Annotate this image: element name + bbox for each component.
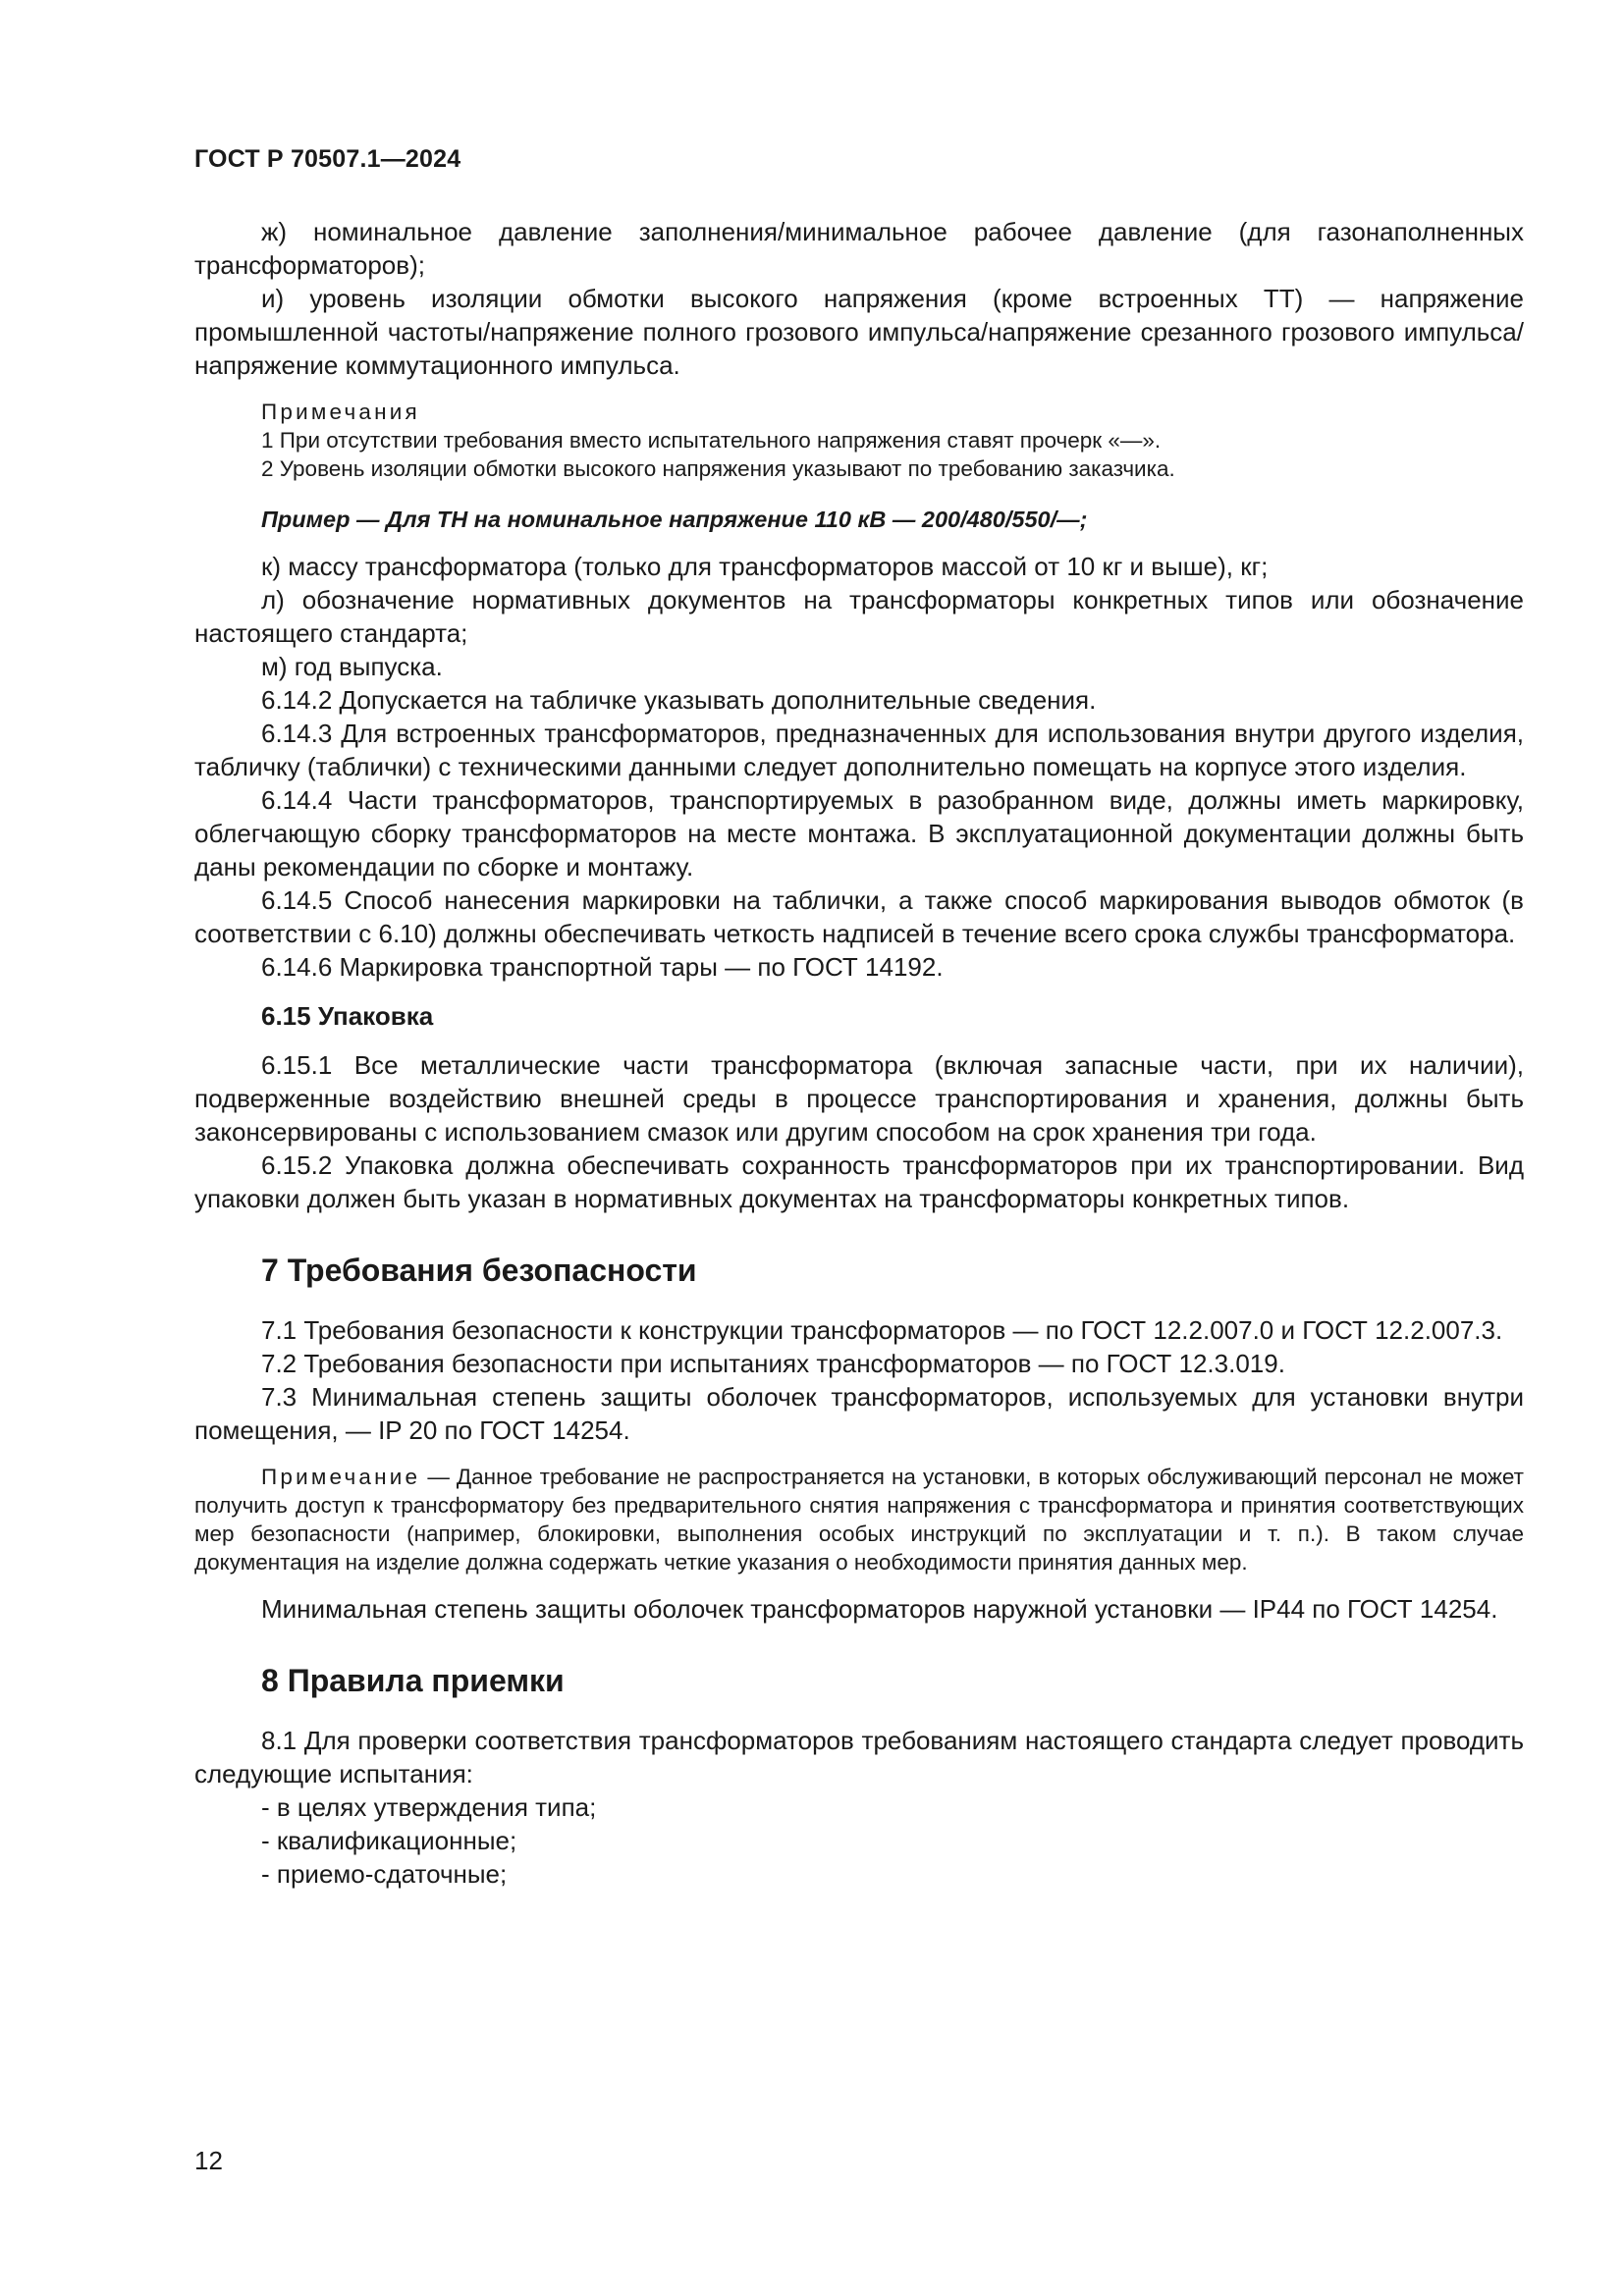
subsection-heading-6-15: 6.15 Упаковка	[261, 1001, 434, 1031]
paragraph-outdoor: Минимальная степень защиты оболочек трансформаторов наружной установки — IP44 по ГОСТ 14254.	[261, 1594, 1498, 1624]
paragraph-6-15-1: 6.15.1 Все металлические части трансформатора (включая запасные части, при их наличии), подверженные воздействию внешней среды в процессе транспортирования и хранения, должны быть законсервированы с использованием смазок или другим способом на срок хранения три года.	[194, 1050, 1524, 1147]
note-text: — Данное требование не распространяется на установки, в которых обслуживающий персонал не может получить доступ к трансформатору без предварительного снятия напряжения с трансформатора и принятия соответствующих мер безопасности (например, блокировки, выполнения особых инструкций по эксплуатации и т. п.). В таком случае документация на изделие должна содержать четкие указания о необходимости принятия данных мер.	[194, 1465, 1524, 1575]
paragraph-6-14-6: 6.14.6 Маркировка транспортной тары — по ГОСТ 14192.	[261, 952, 944, 982]
page-number: 12	[194, 2146, 223, 2175]
example-text: Пример — Для ТН на номинальное напряжение 110 кВ — 200/480/550/—;	[261, 507, 1088, 532]
list-item: - в целях утверждения типа;	[261, 1792, 597, 1822]
list-item: - приемо-сдаточные;	[261, 1859, 508, 1889]
paragraph-7-2: 7.2 Требования безопасности при испытаниях трансформаторов — по ГОСТ 12.3.019.	[261, 1349, 1285, 1378]
list-item: - квалификационные;	[261, 1826, 517, 1855]
paragraph-l: л) обозначение нормативных документов на трансформаторы конкретных типов или обозначение настоящего стандарта;	[194, 585, 1524, 648]
paragraph-7-3: 7.3 Минимальная степень защиты оболочек трансформаторов, используемых для установки внутри помещения, — IP 20 по ГОСТ 14254.	[194, 1382, 1524, 1445]
paragraph-8-1: 8.1 Для проверки соответствия трансформаторов требованиям настоящего стандарта следует проводить следующие испытания:	[194, 1726, 1524, 1789]
document-page	[194, 145, 1524, 1891]
note-2: 2 Уровень изоляции обмотки высокого напряжения указывают по требованию заказчика.	[261, 456, 1175, 481]
notes-title: Примечания	[261, 400, 420, 424]
paragraph-6-14-4: 6.14.4 Части трансформаторов, транспортируемых в разобранном виде, должны иметь маркировку, облегчающую сборку трансформаторов на месте монтажа. В эксплуатационной документации должны быть даны рекомендации по сборке и монтажу.	[194, 785, 1524, 881]
paragraph-k: к) массу трансформатора (только для трансформаторов массой от 10 кг и выше), кг;	[261, 552, 1269, 581]
document-header: ГОСТ Р 70507.1—2024	[194, 145, 461, 173]
paragraph-7-1: 7.1 Требования безопасности к конструкции трансформаторов — по ГОСТ 12.2.007.0 и ГОСТ 12.2.007.3.	[261, 1315, 1503, 1345]
paragraph-6-15-2: 6.15.2 Упаковка должна обеспечивать сохранность трансформаторов при их транспортировании. Вид упаковки должен быть указан в нормативных документах на трансформаторы конкретных типов.	[194, 1150, 1524, 1213]
section-heading-8: 8 Правила приемки	[261, 1663, 565, 1698]
note-safety	[194, 1463, 1524, 1576]
paragraph-6-14-5: 6.14.5 Способ нанесения маркировки на таблички, а также способ маркирования выводов обмоток (в соответствии с 6.10) должны обеспечивать четкость надписей в течение всего срока службы трансформатора.	[194, 885, 1524, 948]
note-1: 1 При отсутствии требования вместо испытательного напряжения ставят прочерк «—».	[261, 428, 1162, 453]
paragraph-i: и) уровень изоляции обмотки высокого напряжения (кроме встроенных ТТ) — напряжение промышленной частоты/напряжение полного грозового импульса/напряжение срезанного грозового импульса/напряжение коммутационного импульса.	[194, 284, 1524, 380]
section-heading-7: 7 Требования безопасности	[261, 1253, 697, 1288]
paragraph-6-14-3: 6.14.3 Для встроенных трансформаторов, предназначенных для использования внутри другого изделия, табличку (таблички) с техническими данными следует дополнительно помещать на корпусе этого изделия.	[194, 719, 1524, 781]
paragraph-6-14-2: 6.14.2 Допускается на табличке указывать дополнительные сведения.	[261, 685, 1097, 715]
paragraph-zh: ж) номинальное давление заполнения/минимальное рабочее давление (для газонаполненных трансформаторов);	[194, 217, 1524, 280]
paragraph-m: м) год выпуска.	[261, 652, 443, 681]
note-label: Примечание	[261, 1465, 421, 1489]
